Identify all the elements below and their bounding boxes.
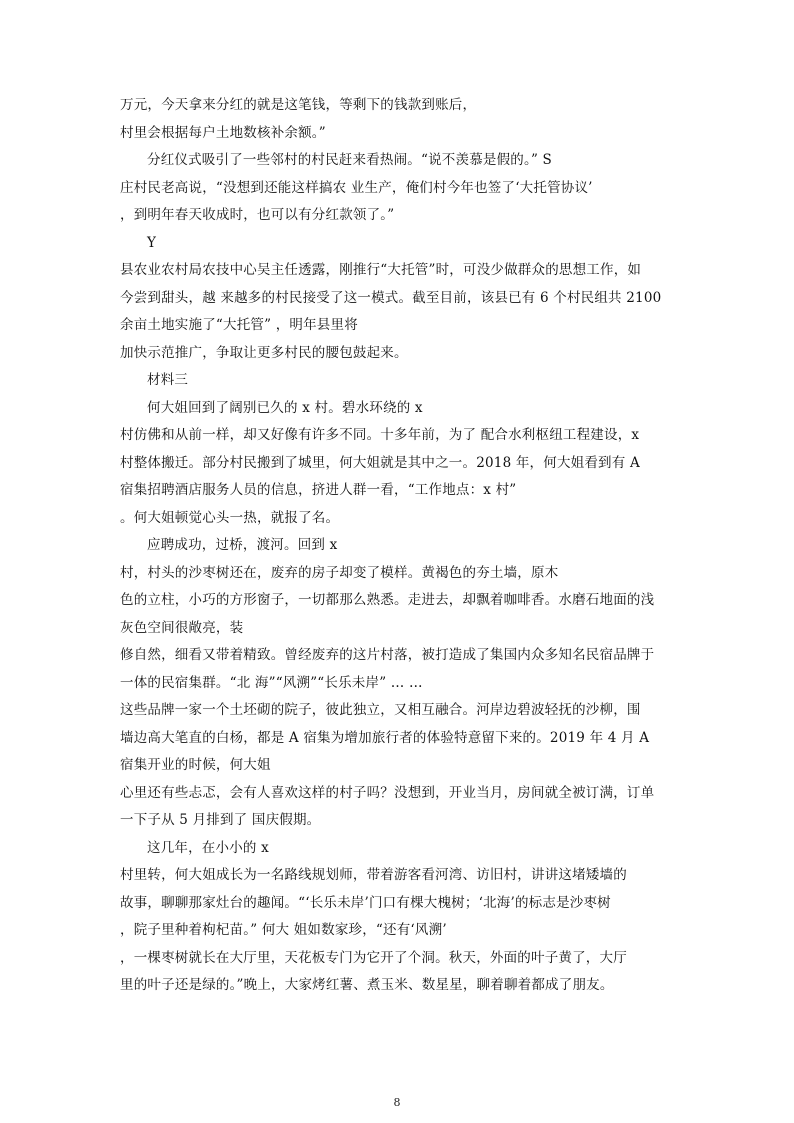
- text-line: 分红仪式吸引了一些邻村的村民赶来看热闹。“说不羡慕是假的。” S: [147, 152, 552, 168]
- text-line: ，院子里种着枸杞苗。” 何大 姐如数家珍，“还有‘风溯’: [120, 922, 447, 938]
- text-line: 色的立柱，小巧的方形窗子，一切都那么熟悉。走进去，却飘着咖啡香。水磨石地面的浅: [120, 592, 655, 608]
- text-line: 墙边高大笔直的白杨，都是 A 宿集为增加旅行者的体验特意留下来的。2019 年 4 月 A: [120, 730, 650, 746]
- text-line: 一下子从 5 月排到了 国庆假期。: [120, 812, 321, 828]
- text-line: 庄村民老高说，“没想到还能这样搞农 业生产，俺们村今年也签了‘大托管协议’: [120, 180, 593, 196]
- text-line: 灰色空间很敞亮，装: [120, 620, 244, 636]
- text-line: Y: [147, 235, 157, 251]
- text-line: 这几年，在小小的 x: [147, 840, 269, 856]
- text-line: 宿集开业的时候，何大姐: [120, 757, 271, 773]
- text-line: 村仿佛和从前一样，却又好像有许多不同。十多年前，为了 配合水利枢纽工程建设，x: [120, 427, 640, 443]
- text-line: 加快示范推广，争取让更多村民的腰包鼓起来。: [120, 345, 408, 361]
- text-line: 心里还有些忐忑，会有人喜欢这样的村子吗？没想到，开业当月，房间就全被订满，订单: [120, 785, 655, 801]
- text-line: 应聘成功，过桥，渡河。回到 x: [147, 537, 338, 553]
- text-line: 万元，今天拿来分红的就是这笔钱，等剩下的钱款到账后，: [120, 97, 477, 113]
- text-line: 故事，聊聊那家灶台的趣闻。“‘长乐未岸’门口有棵大槐树；‘北海’的标志是沙枣树: [120, 895, 611, 911]
- text-line: 村整体搬迁。部分村民搬到了城里，何大姐就是其中之一。2018 年，何大姐看到有 A: [120, 455, 640, 471]
- text-line: 村，村头的沙枣树还在，废弃的房子却变了模样。黄褐色的夯土墙，原木: [120, 565, 559, 581]
- text-line: 村里会根据每户土地数核补余额。”: [120, 125, 326, 141]
- section-heading: 材料三: [147, 372, 189, 388]
- text-line: 这些品牌一家一个土坯砌的院子，彼此独立，又相互融合。河岸边碧波轻抚的沙柳，围: [120, 702, 641, 718]
- text-line: 修自然，细看又带着精致。曾经废弃的这片村落，被打造成了集国内众多知名民宿品牌于: [120, 647, 655, 663]
- text-line: 。何大姐顿觉心头一热，就报了名。: [120, 510, 340, 526]
- text-line: 今尝到甜头，越 来越多的村民接受了这一模式。截至目前，该县已有 6 个村民组共 2100: [120, 290, 662, 306]
- text-line: ，一棵枣树就长在大厅里，天花板专门为它开了个洞。秋天，外面的叶子黄了，大厅: [120, 950, 627, 966]
- text-line: 县农业农村局农技中心吴主任透露，刚推行“大托管”时，可没少做群众的思想工作，如: [120, 262, 642, 278]
- text-line: 宿集招聘酒店服务人员的信息，挤进人群一看，“工作地点：x 村”: [120, 482, 517, 498]
- text-line: 一体的民宿集群。“北 海”“风溯”“长乐未岸” … …: [120, 675, 423, 691]
- text-line: ，到明年春天收成时，也可以有分红款领了。”: [120, 207, 395, 223]
- text-line: 里的叶子还是绿的。”晚上，大家烤红薯、煮玉米、数星星，聊着聊着都成了朋友。: [120, 977, 614, 993]
- page-number: 8: [393, 1096, 401, 1109]
- text-line: 余亩土地实施了“大托管” ，明年县里将: [120, 317, 358, 333]
- text-line: 何大姐回到了阔别已久的 x 村。碧水环绕的 x: [147, 400, 423, 416]
- text-line: 村里转，何大姐成长为一名路线规划师，带着游客看河湾、访旧村，讲讲这堵矮墙的: [120, 867, 627, 883]
